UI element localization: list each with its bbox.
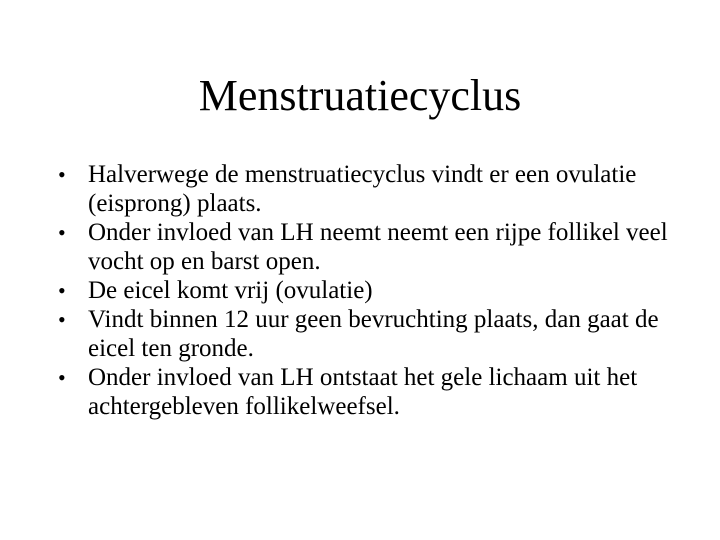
list-item: [58, 160, 678, 218]
bullet-text: Onder invloed van LH neemt neemt een rijpe follikel veel vocht op en barst open.: [88, 219, 668, 275]
list-item: [58, 276, 678, 305]
list-item: [58, 305, 678, 363]
list-item: [58, 218, 678, 276]
bullet-icon: •: [58, 307, 66, 332]
list-item: [58, 363, 678, 421]
bullet-text: De eicel komt vrij (ovulatie): [88, 277, 373, 304]
bullet-text: Onder invloed van LH ontstaat het gele lichaam uit het achtergebleven follikelweefsel.: [88, 364, 638, 420]
bullet-icon: •: [58, 278, 66, 303]
bullet-list: [58, 160, 678, 421]
bullet-icon: •: [58, 220, 66, 245]
bullet-icon: •: [58, 365, 66, 390]
bullet-icon: •: [58, 162, 66, 187]
slide-title: Menstruatiecyclus: [198, 71, 522, 120]
bullet-text: Vindt binnen 12 uur geen bevruchting plaats, dan gaat de eicel ten gronde.: [88, 306, 659, 362]
bullet-text: Halverwege de menstruatiecyclus vindt er een ovulatie (eisprong) plaats.: [88, 161, 637, 217]
